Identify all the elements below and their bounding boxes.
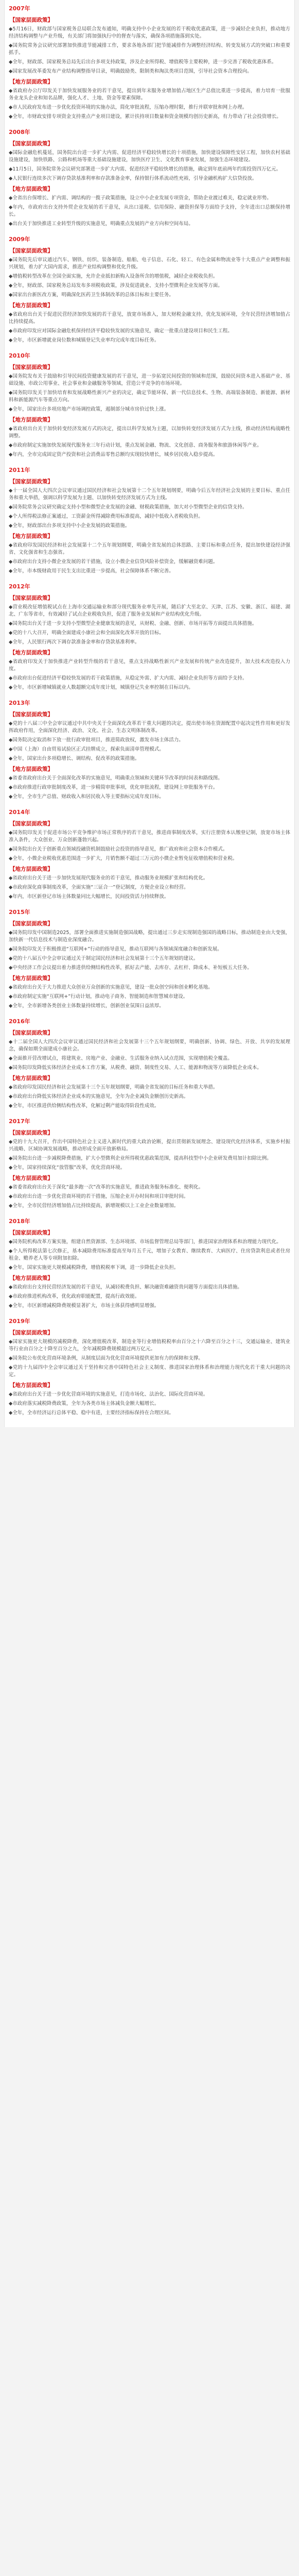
list-item: ◆国务院出台进一步减税降费措施，扩大小型微利企业所得税优惠政策范围，提高科技型中小企业研发费用加计扣除比例。 xyxy=(9,1156,272,1161)
list-item: ◆年内，市政府出台支持外贸企业发展的若干意见，从出口退税、信用保险、融资担保等方面给予支持，全年进出口总额保持增长。 xyxy=(9,205,290,217)
list-item: ◆市人民政府发布进一步优化投资环境的实施办法，简化审批流程，压缩办理时限，推行并联审批和网上办理。 xyxy=(9,105,248,110)
list-item: ◆国家发展改革委发布产业结构调整指导目录，明确鼓励类、限制类和淘汰类项目范围，引导社会资本合理投向。 xyxy=(9,69,252,74)
section-heading: 【地方层面政策】 xyxy=(10,1275,53,1281)
year-heading: 2009年 xyxy=(9,236,30,243)
page-container xyxy=(4,0,295,1427)
year-block xyxy=(9,906,290,1010)
list-item: ◆营业税改征增值税试点在上海市交通运输业和部分现代服务业率先开展，随后扩大至北京、天津、江苏、安徽、浙江、福建、湖北、广东等省市，有效减轻了试点企业税收负担，促进了服务业发展和产业结构优化升级。 xyxy=(9,604,290,617)
section-heading: 【国家层面政策】 xyxy=(10,364,53,370)
year-block xyxy=(9,1015,290,1110)
year-block xyxy=(9,580,290,691)
list-item: ◆国务院发布关于鼓励和引导民间投资健康发展的若干意见，进一步拓宽民间投资的领域和范围，鼓励民间资本进入基础产业、基础设施、市政公用事业、社会事业和金融服务等领域，营造公平竞争的市场环境。 xyxy=(9,374,290,386)
section-heading: 【地方层面政策】 xyxy=(10,866,53,872)
section-heading: 【地方层面政策】 xyxy=(10,302,53,309)
list-item: ◆全年，市本级财政用于民生支出比重进一步提高，社会保障体系不断完善。 xyxy=(9,568,174,574)
section-heading: 【国家层面政策】 xyxy=(10,1230,53,1236)
list-item: ◆省委省政府出台关于全面深化改革的实施意见，明确重点领域和关键环节改革的时间表和路线图。 xyxy=(9,775,223,781)
year-heading: 2017年 xyxy=(9,1118,30,1125)
section-heading: 【地方层面政策】 xyxy=(10,975,53,981)
list-item: ◆全年，国家出台多项稳增长、调结构、促改革的政策措施。 xyxy=(9,756,140,761)
list-item: ◆十一届全国人大四次会议审议通过国民经济和社会发展第十二个五年规划纲要，明确今后五年经济社会发展的主要目标、重点任务和重大举措，强调以科学发展为主题、以加快转变经济发展方式为主线。 xyxy=(9,488,290,501)
list-item: ◆国务院常务会议研究确定支持小型和微型企业发展的金融、财税政策措施，加大对小型微型企业的信贷支持。 xyxy=(9,504,248,510)
year-block xyxy=(9,1215,290,1310)
list-item: ◆市政府推进机构改革，优化政府职能配置，提高行政效能。 xyxy=(9,1294,140,1299)
section-heading: 【国家层面政策】 xyxy=(10,921,53,927)
year-heading: 2007年 xyxy=(9,5,30,12)
section-heading: 【地方层面政策】 xyxy=(10,1382,53,1388)
list-item: ◆党的十九大召开，作出中国特色社会主义进入新时代的重大政治论断，提出贯彻新发展理念、建设现代化经济体系，实施乡村振兴战略、区域协调发展战略，推动形成全面开放新格局。 xyxy=(9,1139,290,1152)
list-item: ◆全年，全市生产总值、财政收入和居民收入等主要指标完成年度目标。 xyxy=(9,794,164,800)
list-item: ◆市政府制定实施“互联网+”行动计划，推动电子商务、智能制造和智慧城市建设。 xyxy=(9,994,188,999)
year-heading: 2013年 xyxy=(9,700,30,706)
list-item: ◆全年，全市经济运行总体平稳、稳中有进，主要经济指标保持在合理区间。 xyxy=(9,1410,174,1416)
year-heading: 2016年 xyxy=(9,1018,30,1025)
list-item: ◆省政府出台关于进一步加快发展现代服务业的若干意见，推动服务业规模扩张和结构优化。 xyxy=(9,875,208,881)
year-heading: 2015年 xyxy=(9,909,30,916)
year-block xyxy=(9,349,290,459)
year-heading: 2011年 xyxy=(9,467,30,473)
section-heading: 【国家层面政策】 xyxy=(10,141,53,147)
list-item: ◆市政府推进行政审批制度改革，进一步精简审批事项，优化审批流程，建设网上审批服务平台。 xyxy=(9,785,218,790)
year-block xyxy=(9,126,290,228)
list-item: ◆全年，市财政安排专项资金支持重点产业项目建设，累计扶持项目数量和资金规模均创历史新高，有力带动了社会投资增长。 xyxy=(9,114,282,120)
list-item: ◆全年，国家实施更大规模减税降费，增值税税率下调，进一步降低企业负担。 xyxy=(9,1265,179,1270)
list-item: ◆人民银行连续多次下调存贷款基准利率和存款准备金率，保持银行体系流动性充裕，引导金融机构扩大信贷投放。 xyxy=(9,176,257,181)
list-item: ◆省政府印发国民经济和社会发展第十三个五年规划纲要，明确全省发展的目标任务和重大举措。 xyxy=(9,1084,218,1090)
section-heading: 【国家层面政策】 xyxy=(10,1030,53,1036)
list-item: ◆个人所得税法第七次修正，基本减除费用标准提高至每月五千元，增加子女教育、继续教育、大病医疗、住房贷款利息或者住房租金、赡养老人等专项附加扣除。 xyxy=(9,1248,290,1261)
section-heading: 【国家层面政策】 xyxy=(10,1130,53,1136)
year-heading: 2008年 xyxy=(9,129,30,135)
list-item: ◆省政府出台关于进一步优化营商环境的实施意见，打造市场化、法治化、国际化营商环境。 xyxy=(9,1392,208,1397)
list-item: ◆市政府落实减税降费政策，全年为各类市场主体减负金额大幅增长。 xyxy=(9,1401,160,1406)
list-item: ◆党的十八大召开，明确全面建成小康社会和全面深化改革开放的目标。 xyxy=(9,630,164,636)
list-item: ◆全年，财政部、国家税务总局发布多项税收政策，涉及促进就业、支持小型微利企业发展等方面。 xyxy=(9,283,223,289)
year-heading: 2019年 xyxy=(9,1318,30,1325)
list-item: ◆党的十八届三中全会审议通过中共中央关于全面深化改革若干重大问题的决定，提出使市场在资源配置中起决定性作用和更好发挥政府作用，全面深化经济、政治、文化、社会、生态文明体制改革。 xyxy=(9,721,290,734)
year-block xyxy=(9,697,290,801)
list-item: ◆国务院常务会议研究部署加快推进节能减排工作，要求各地各部门把节能减排作为调整经济结构、转变发展方式的突破口和重要抓手。 xyxy=(9,43,290,56)
list-item: ◆省政府印发国民经济和社会发展第十二个五年规划纲要，明确全省发展的总体思路、主要目标和重点任务，提出加快建设经济强省、文化强省和生态强省。 xyxy=(9,543,290,555)
list-item: ◆国务院印发中国制造2025，部署全面推进实施制造强国战略，提出通过三步走实现制造强国的战略目标，推动制造业由大变强，加快新一代信息技术与制造业深度融合。 xyxy=(9,930,290,943)
year-heading: 2018年 xyxy=(9,1218,30,1225)
list-item: ◆市政府制定实施加快发展现代服务业三年行动计划，重点发展金融、物流、文化创意、商务服务和旅游休闲等产业。 xyxy=(9,443,262,448)
list-item: ◆全省出台保增长、扩内需、调结构的一揽子政策措施，设立中小企业发展专项资金，帮助企业渡过难关，稳定就业形势。 xyxy=(9,195,272,201)
section-heading: 【国家层面政策】 xyxy=(10,248,53,254)
list-item: ◆全年，全市新增各类创业主体数量持续增长，创新创业氛围日益浓厚。 xyxy=(9,1003,164,1009)
list-item: ◆全年，财政部出台多项支持中小企业发展的政策措施。 xyxy=(9,523,130,529)
year-block xyxy=(9,806,290,901)
list-item: ◆省政府出台支持民营经济发展的若干意见，从减轻税费负担、解决融资难融资贵问题等方面提出具体措施。 xyxy=(9,1284,242,1290)
list-item: ◆全年，国家持续深化“放管服”改革，优化营商环境。 xyxy=(9,1165,126,1171)
list-item: ◆省政府办公厅印发关于加快发展服务业的若干意见，提出到年末服务业增加值占地区生产总值比重进一步提高，着力培育一批服务业龙头企业和知名品牌，强化人才、土地、资金等要素保障。 xyxy=(9,88,290,101)
list-item: ◆国务院印发关于积极推进“互联网+”行动的指导意见，推动互联网与各领域深度融合和创新发展。 xyxy=(9,946,222,952)
list-item: ◆市政府印发应对国际金融危机保持经济平稳较快发展的实施意见，确定一批重点建设项目和民生工程。 xyxy=(9,328,233,334)
list-item: ◆十二届全国人大四次会议审议通过国民经济和社会发展第十三个五年规划纲要，明确创新、协调、绿色、开放、共享的发展理念，确保如期全面建成小康社会。 xyxy=(9,1039,290,1052)
list-item: ◆增值税转型改革在全国全面实施，允许企业抵扣新购入设备所含的增值税，减轻企业税收负担。 xyxy=(9,274,218,279)
list-item: ◆国际金融危机蔓延，国务院出台进一步扩大内需、促进经济平稳较快增长的十项措施，加快建设保障性安居工程，加快农村基础设施建设，加快铁路、公路和机场等重大基础设施建设，加快医疗卫生、文化教育事业发展，加强生态环境建设。 xyxy=(9,150,290,163)
list-item: ◆市政府出台支持小微企业发展的若干措施，设立小微企业信贷风险补偿资金，缓解融资难问题。 xyxy=(9,559,218,565)
section-heading: 【国家层面政策】 xyxy=(10,821,53,827)
year-heading: 2010年 xyxy=(9,352,30,359)
list-item: ◆出台关于加快推进工业转型升级的实施意见，明确重点发展的产业方向和空间布局。 xyxy=(9,221,194,227)
list-item: ◆省委省政府出台关于深化“最多跑一次”改革的实施意见，推进政务服务标准化、便利化。 xyxy=(9,1184,204,1190)
list-item: ◆国务院先后审议通过汽车、钢铁、纺织、装备制造、船舶、电子信息、石化、轻工、有色金属和物流业等十大重点产业调整和振兴规划，着力扩大国内需求，推进产业结构调整和优化升级。 xyxy=(9,257,290,270)
year-heading: 2014年 xyxy=(9,809,30,816)
list-item: ◆全年，全市民营经济增加值占比持续提高，新增规模以上工业企业数量增加。 xyxy=(9,1203,179,1209)
list-item: ◆中央经济工作会议提出着力推进供给侧结构性改革，抓好去产能、去库存、去杠杆、降成本、补短板五大任务。 xyxy=(9,965,252,971)
section-heading: 【地方层面政策】 xyxy=(10,533,53,539)
list-item: ◆市政府出台降低实体经济企业成本的实施意见，全年为企业减负金额创历史新高。 xyxy=(9,1094,189,1099)
list-item: ◆市政府深化商事制度改革，全面实施“三证合一”登记制度，方便企业设立和经营。 xyxy=(9,885,189,890)
list-item: ◆全年，市区新增城镇就业人数超额完成年度计划，城镇登记失业率控制在目标以内。 xyxy=(9,685,194,690)
section-heading: 【地方层面政策】 xyxy=(10,79,53,85)
list-item: ◆全年，市区推进供给侧结构性改革，化解过剩产能取得阶段性成效。 xyxy=(9,1103,160,1109)
list-item: ◆国家实施更大规模的减税降费，深化增值税改革，制造业等行业增值税税率由百分之十六降至百分之十三，交通运输业、建筑业等行业由百分之十降至百分之九，全年减税降费规模超过两万亿元。 xyxy=(9,1339,290,1352)
list-item: ◆年内，全市完成固定资产投资和社会消费品零售总额均实现较快增长，城乡居民收入稳步提高。 xyxy=(9,452,218,457)
year-block xyxy=(9,233,290,344)
year-block xyxy=(9,2,290,121)
list-item: ◆国务院印发关于促进市场公平竞争维护市场正常秩序的若干意见，推进商事制度改革，实行注册资本认缴登记制，放宽市场主体准入条件，大众创业、万众创新蓬勃兴起。 xyxy=(9,830,290,843)
list-item: ◆5月16日，财政部与国家税务总局联合发布通知，明确支持中小企业发展的若干税收优惠政策，进一步减轻企业负担，推动地方经济结构调整与产业升级，有关部门将加强执行中的督查与落实，确保各项措施落到实处。 xyxy=(9,26,290,39)
list-item: ◆省政府出台关于大力推进大众创业万众创新的实施意见，建设一批众创空间和创业孵化基地。 xyxy=(9,985,213,990)
list-item: ◆国务院决定取消和下放一批行政审批项目，推进简政放权，激发市场主体活力。 xyxy=(9,737,184,743)
list-item: ◆国家出台新医改方案，明确深化医药卫生体制改革的总体目标和主要任务。 xyxy=(9,292,174,298)
list-item: ◆省政府出台关于促进民营经济加快发展的若干意见，放宽市场准入，加大财税金融支持，优化发展环境，全年民营经济增加值占比持续提高。 xyxy=(9,312,290,325)
section-heading: 【地方层面政策】 xyxy=(10,417,53,423)
list-item: ◆全年，人民银行两次下调存款准备金率和存贷款基准利率。 xyxy=(9,639,140,645)
list-item: ◆全年，市区新增就业岗位数和城镇登记失业率均完成年度目标任务。 xyxy=(9,337,160,343)
section-heading: 【国家层面政策】 xyxy=(10,17,53,23)
section-heading: 【地方层面政策】 xyxy=(10,1175,53,1181)
section-heading: 【地方层面政策】 xyxy=(10,650,53,656)
list-item: ◆国务院印发降低实体经济企业成本工作方案，从税费、融资、制度性交易、人工、能源和物流等方面降低企业成本。 xyxy=(9,1065,262,1071)
list-item: ◆党的十九届四中全会审议通过关于坚持和完善中国特色社会主义制度、推进国家治理体系和治理能力现代化若干重大问题的决定。 xyxy=(9,1365,290,1378)
list-item: ◆国务院公布优化营商环境条例，从制度层面为优化营商环境提供更加有力的保障和支撑。 xyxy=(9,1355,203,1361)
section-heading: 【国家层面政策】 xyxy=(10,711,53,718)
list-item: ◆11月5日，国务院常务会议研究部署进一步扩大内需、促进经济平稳较快增长的措施，确定到年底前两年约需投资四万亿元。 xyxy=(9,166,281,172)
section-heading: 【国家层面政策】 xyxy=(10,595,53,601)
year-heading: 2012年 xyxy=(9,583,30,590)
list-item: ◆国务院印发关于加快培育和发展战略性新兴产业的决定，确定节能环保、新一代信息技术、生物、高端装备制造、新能源、新材料和新能源汽车等重点方向。 xyxy=(9,390,290,403)
list-item: ◆市政府出台促进经济平稳较快发展的若干政策措施，从稳定外需、扩大内需、减轻企业负担等方面给予支持。 xyxy=(9,675,248,681)
section-heading: 【国家层面政策】 xyxy=(10,1330,53,1336)
list-item: ◆国务院机构改革方案实施，组建自然资源部、生态环境部、市场监督管理总局等部门，推进国家治理体系和治理能力现代化。 xyxy=(9,1239,282,1245)
list-item: ◆省政府印发关于加快推进产业转型升级的若干意见，重点支持战略性新兴产业发展和传统产业改造提升，加大技术改造投入力度。 xyxy=(9,659,290,672)
list-item: ◆年内，市区新登记市场主体数量同比大幅增长，民间投资活力持续释放。 xyxy=(9,894,169,900)
section-heading: 【地方层面政策】 xyxy=(10,186,53,192)
list-item: ◆国务院出台关于创新重点领域投融资机制鼓励社会投资的指导意见，推广政府和社会资本合作模式。 xyxy=(9,846,228,852)
list-item: ◆全年，小微企业税收优惠范围进一步扩大，月销售额不超过三万元的小微企业暂免征收增值税和营业税。 xyxy=(9,856,238,861)
list-item: ◆中国（上海）自由贸易试验区正式挂牌成立，探索负面清单管理模式。 xyxy=(9,747,164,752)
list-item: ◆市政府出台进一步优化营商环境的若干措施，压缩企业开办时间和项目审批时间。 xyxy=(9,1194,189,1199)
section-heading: 【地方层面政策】 xyxy=(10,1075,53,1081)
list-item: ◆个人所得税法修正案通过，工资薪金所得减除费用标准提高，减轻中低收入者税收负担。 xyxy=(9,514,203,519)
list-item: ◆全面推开营改增试点，将建筑业、房地产业、金融业、生活服务业纳入试点范围，实现增值税全覆盖。 xyxy=(9,1056,233,1061)
list-item: ◆全年，国家出台多项房地产市场调控政策，遏制部分城市房价过快上涨。 xyxy=(9,406,169,412)
list-item: ◆全年，市区新增减税降费规模显著扩大，市场主体获得感明显增强。 xyxy=(9,1303,160,1309)
list-item: ◆党的十八届五中全会审议通过关于制定国民经济和社会发展第十三个五年规划的建议。 xyxy=(9,956,199,961)
year-block xyxy=(9,1115,290,1210)
list-item: ◆全年，财政部、国家税务总局先后出台多项支持政策，涉及企业所得税、增值税等主要税种，进一步完善了税收优惠体系。 xyxy=(9,59,277,65)
year-block xyxy=(9,1315,290,1417)
section-heading: 【国家层面政策】 xyxy=(10,479,53,485)
year-block xyxy=(9,464,290,575)
list-item: ◆省政府出台关于加快转变经济发展方式的决定，提出以科学发展为主题，以加快转变经济发展方式为主线，推动经济结构战略性调整。 xyxy=(9,426,290,439)
section-heading: 【地方层面政策】 xyxy=(10,766,53,772)
list-item: ◆国务院出台关于进一步支持小型微型企业健康发展的意见，从财税、金融、创新、市场开拓等方面提出具体措施。 xyxy=(9,621,257,626)
